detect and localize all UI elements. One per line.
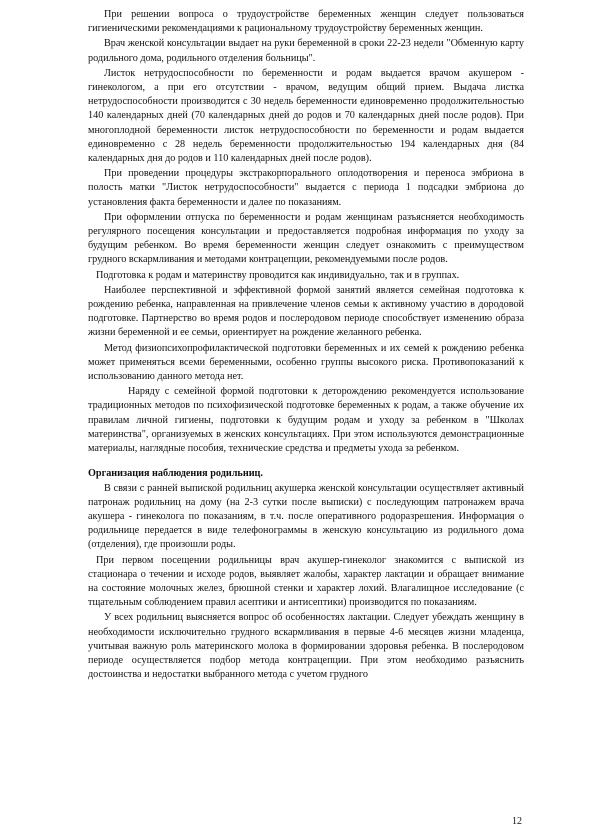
paragraph-maternity-leave: При оформлении отпуска по беременности и родам женщинам разъясняется необходимость регулярного посещения консультации и предоставляется подробная информация по уходу за будущим ребенком. Во время беременности женщин следует ознакомить с преимуществом грудного вскармливания и методами контрацепции, рекомендуемыми после родов.: [88, 211, 524, 266]
paragraph-employment: При решении вопроса о трудоустройстве беременных женщин следует пользоваться гигиеническими рекомендациями к рациональному трудоустройству беременных женщин.: [88, 9, 524, 35]
paragraph-exchange-card: Врач женской консультации выдает на руки беременной в сроки 22-23 недели "Обменную карту родильного дома, родильного отделения больницы".: [88, 38, 524, 64]
paragraph-patronage: В связи с ранней выпиской родильниц акушерка женской консультации осуществляет активный патронаж родильниц на дому (на 2-3 сутки после выписки) с последующим патронажем врача акушера - гинеколога по показаниям, в т.ч. после оперативного родоразрешения. Информация о родильнице передается в виде телефонограммы в женскую консультацию из родильного дома (отделения), где произошли роды.: [88, 482, 524, 551]
paragraph-traditional-methods: Наряду с семейной формой подготовки к деторождению рекомендуется использование традиционных методов по психофизической подготовке беременных к родам, а также обучение их правилам личной гигиены, подготовки к будущим родам и уходу за ребенком в "Школах материнства", организуемых в женских консультациях. При этом используются демонстрационные материалы, наглядные пособия, технические средства и предметы ухода за ребенком.: [88, 386, 524, 455]
section-title: Организация наблюдения родильниц.: [88, 468, 263, 480]
page-number: 12: [512, 816, 522, 827]
paragraph-method: Метод физиопсихопрофилактической подготовки беременных и их семей к рождению ребенка может применяться всеми беременными, особенно группы высокого риска. Противопоказаний к использованию данного метода нет.: [88, 342, 524, 383]
paragraph-sick-leave: Листок нетрудоспособности по беременности и родам выдается врачом акушером - гинекологом, а при его отсутствии - врачом, ведущим общий прием. Выдача листка нетрудоспособности производится с 30 недель беременности единовременно продолжительностью 140 календарных дней (70 календарных дней до родов и 70 календарных дней после родов). При многоплодной беременности листок нетрудоспособности по беременности и родам выдается единовременно с 28 недель беременности продолжительностью 194 календарных дня (84 календарных дня до родов и 110 календарных дней после родов).: [88, 67, 524, 165]
paragraph-ivf: При проведении процедуры экстракорпорального оплодотворения и переноса эмбриона в полость матки "Листок нетрудоспособности" выдается с периода 1 подсадки эмбриона до установления факта беременности и далее по показаниям.: [88, 168, 524, 208]
paragraph-first-visit: При первом посещении родильницы врач акушер-гинеколог знакомится с выпиской из стационара о течении и исходе родов, выявляет жалобы, характер лактации и обращает внимание на состояние молочных желез, брюшной стенки и характер лохий. Влагалищное исследование (с тщательным соблюдением правил асептики и антисептики) производится по показаниям.: [88, 554, 524, 609]
page-body: [88, 8, 524, 683]
paragraph-family-preparation: Наиболее перспективной и эффективной формой занятий является семейная подготовка к рождению ребенка, направленная на привлечение членов семьи к активному участию в дородовой подготовке. Партнерство во время родов и послеродовом периоде способствует изменению образа жизни беременной и ее семьи, ориентирует на рождение желанного ребенка.: [88, 284, 524, 339]
paragraph-preparation: Подготовка к родам и материнству проводится как индивидуально, так и в группах.: [96, 269, 460, 281]
paragraph-lactation: У всех родильниц выясняется вопрос об особенностях лактации. Следует убеждать женщину в необходимости исключительно грудного вскармливания в первые 4-6 месяцев жизни младенца, учитывая важную роль материнского молока в формировании здоровья ребенка. В послеродовом периоде осуществляется подбор метода контрацепции. При этом необходимо разъяснить достоинства и недостатки выбранного метода с учетом грудного: [88, 612, 524, 681]
